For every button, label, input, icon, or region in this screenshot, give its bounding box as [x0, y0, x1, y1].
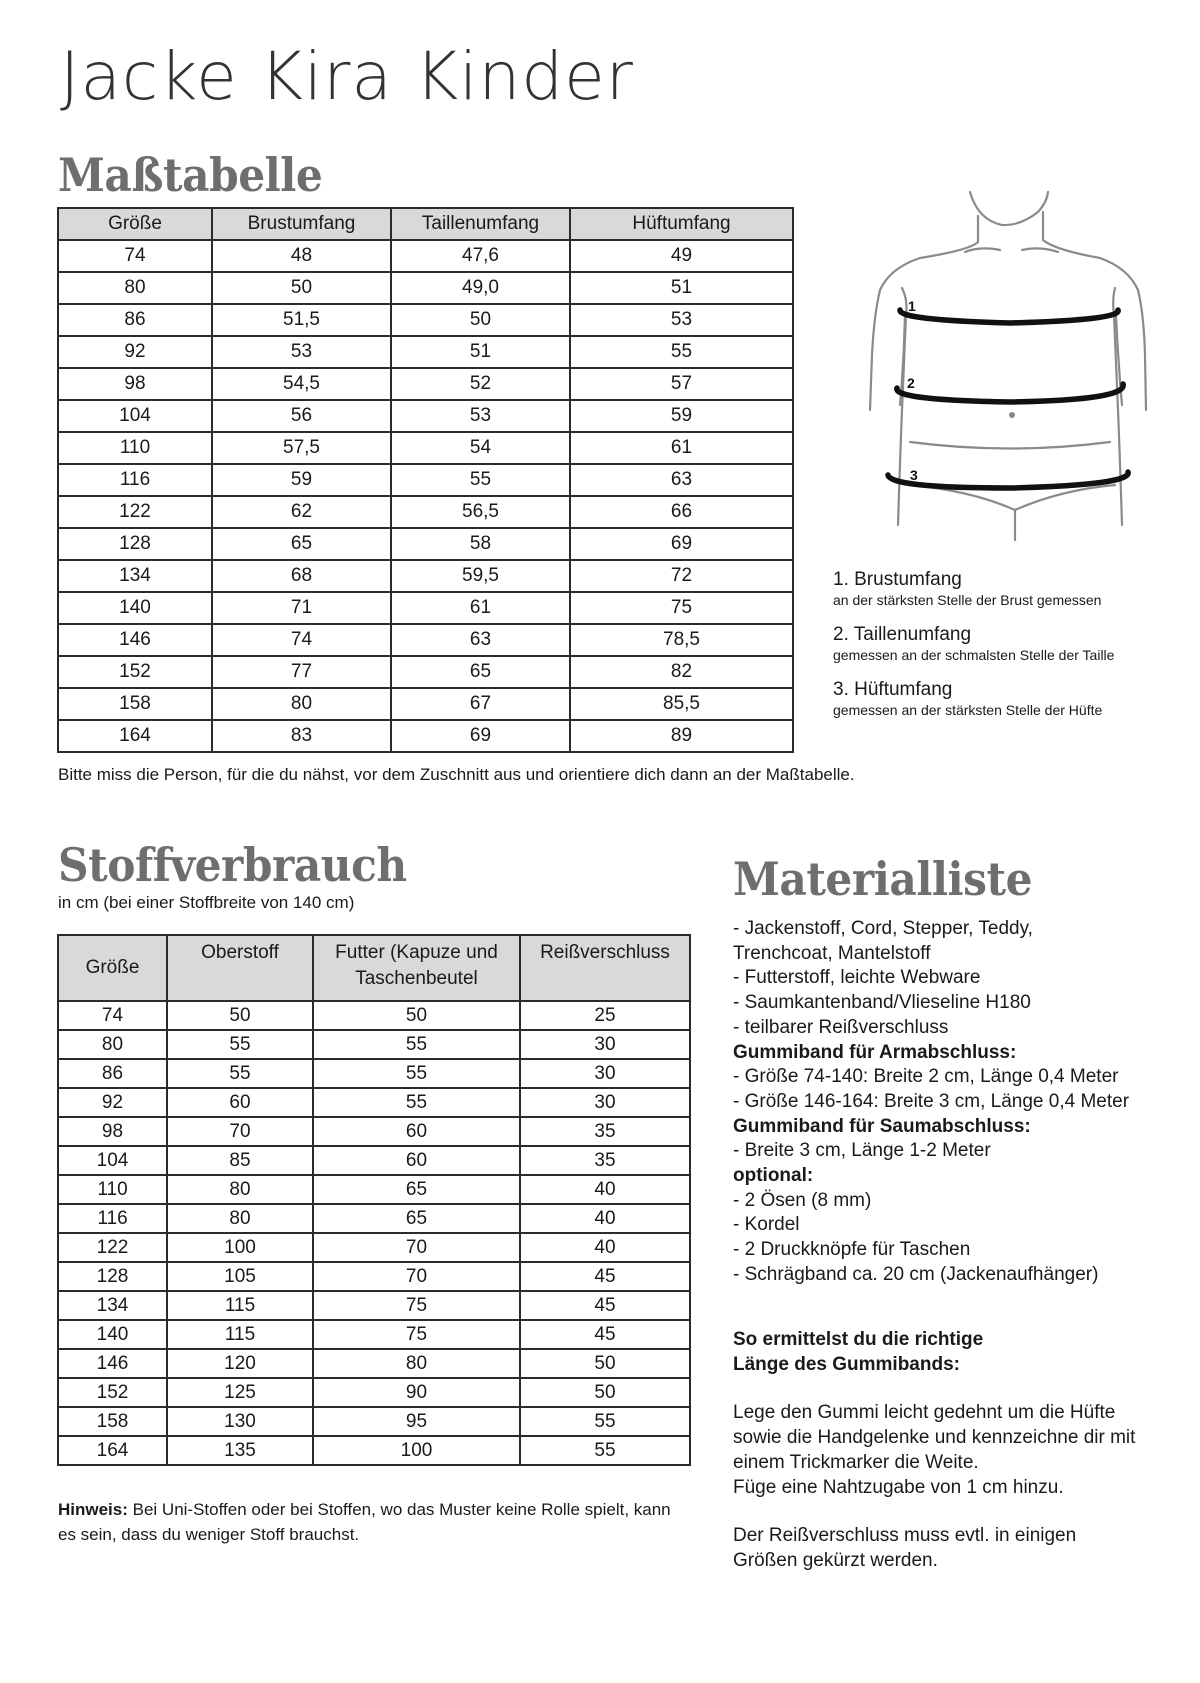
materials-item: Trenchcoat, Mantelstoff [733, 942, 931, 964]
table-cell: 146 [58, 624, 212, 656]
table-cell: 80 [58, 1030, 167, 1059]
column-header: Futter (Kapuze und Taschenbeutel [313, 935, 520, 1001]
table-cell: 158 [58, 688, 212, 720]
table-cell: 85,5 [570, 688, 793, 720]
table-row [58, 1117, 690, 1146]
table-cell: 47,6 [391, 240, 570, 272]
table-cell: 49,0 [391, 272, 570, 304]
table-cell: 72 [570, 560, 793, 592]
table-row [58, 464, 793, 496]
table-cell: 58 [391, 528, 570, 560]
table-cell: 158 [58, 1407, 167, 1436]
table-row [58, 656, 793, 688]
table-row [58, 368, 793, 400]
table-cell: 95 [313, 1407, 520, 1436]
materials-item: - Breite 3 cm, Länge 1-2 Meter [733, 1140, 991, 1162]
table-cell: 50 [167, 1001, 313, 1030]
column-header: Reißverschluss [520, 935, 690, 1001]
table-cell: 59,5 [391, 560, 570, 592]
table-row [58, 1262, 690, 1291]
table-cell: 80 [167, 1204, 313, 1233]
table-cell: 45 [520, 1320, 690, 1349]
table-row [58, 1204, 690, 1233]
table-cell: 134 [58, 1291, 167, 1320]
table-row [58, 560, 793, 592]
table-header-row [58, 208, 793, 240]
table-cell: 105 [167, 1262, 313, 1291]
table-cell: 55 [313, 1088, 520, 1117]
hint-text: Bei Uni-Stoffen oder bei Stoffen, wo das Muster keine Rolle spielt, kann es sein, dass du weniger Stoff brauchst. [58, 1500, 671, 1544]
table-cell: 54,5 [212, 368, 391, 400]
materials-subheading: Gummiband für Saumabschluss: [733, 1115, 1031, 1137]
table-cell: 90 [313, 1378, 520, 1407]
measurement-table [57, 207, 794, 753]
fabric-table [57, 934, 691, 1466]
materials-item: - 2 Druckknöpfe für Taschen [733, 1239, 971, 1261]
howto-heading: So ermittelst du die richtige [733, 1329, 984, 1350]
measurement-legend [833, 568, 1114, 733]
measurement-note: Bitte miss die Person, für die du nähst, vor dem Zuschnitt aus und orientiere dich dann an der Maßtabelle. [58, 765, 855, 784]
table-cell: 51 [391, 336, 570, 368]
zipper-line: Der Reißverschluss muss evtl. in einigen [733, 1525, 1077, 1547]
table-cell: 135 [167, 1436, 313, 1465]
materials-item: - Kordel [733, 1214, 800, 1236]
table-row [58, 1088, 690, 1117]
table-cell: 98 [58, 1117, 167, 1146]
table-row [58, 1233, 690, 1262]
materials-item: - Größe 74-140: Breite 2 cm, Länge 0,4 Meter [733, 1066, 1119, 1088]
table-cell: 55 [167, 1030, 313, 1059]
table-cell: 67 [391, 688, 570, 720]
table-cell: 74 [212, 624, 391, 656]
table-cell: 25 [520, 1001, 690, 1030]
table-cell: 110 [58, 432, 212, 464]
table-row [58, 1407, 690, 1436]
table-cell: 55 [520, 1436, 690, 1465]
hint-label: Hinweis: [58, 1500, 128, 1519]
table-cell: 74 [58, 1001, 167, 1030]
body-measurement-figure [860, 180, 1160, 560]
table-row [58, 624, 793, 656]
elastic-howto [733, 1328, 1193, 1574]
table-row [58, 1320, 690, 1349]
table-cell: 40 [520, 1204, 690, 1233]
table-cell: 128 [58, 1262, 167, 1291]
table-row [58, 688, 793, 720]
howto-line: sowie die Handgelenke und kennzeichne dir mit [733, 1427, 1136, 1449]
table-row [58, 592, 793, 624]
materials-item: - Futterstoff, leichte Webware [733, 967, 981, 989]
table-header-row [58, 935, 690, 1001]
howto-line: Füge eine Nahtzugabe von 1 cm hinzu. [733, 1476, 1064, 1498]
materials-item: - Größe 146-164: Breite 3 cm, Länge 0,4 Meter [733, 1090, 1130, 1112]
table-row [58, 1349, 690, 1378]
marker-label: 2 [907, 375, 915, 391]
table-cell: 70 [313, 1233, 520, 1262]
table-cell: 130 [167, 1407, 313, 1436]
table-cell: 77 [212, 656, 391, 688]
howto-line: einem Trickmarker die Weite. [733, 1451, 979, 1473]
table-cell: 116 [58, 1204, 167, 1233]
table-cell: 70 [167, 1117, 313, 1146]
table-cell: 50 [520, 1378, 690, 1407]
table-cell: 122 [58, 1233, 167, 1262]
table-cell: 50 [391, 304, 570, 336]
column-header: Taillenumfang [391, 208, 570, 240]
table-cell: 40 [520, 1175, 690, 1204]
measurement-heading: Maßtabelle [58, 148, 323, 202]
table-row [58, 496, 793, 528]
materials-subheading: optional: [733, 1165, 814, 1187]
table-cell: 104 [58, 400, 212, 432]
table-cell: 125 [167, 1378, 313, 1407]
table-row [58, 304, 793, 336]
table-cell: 92 [58, 1088, 167, 1117]
table-cell: 85 [167, 1146, 313, 1175]
table-row [58, 1001, 690, 1030]
table-row [58, 1175, 690, 1204]
table-cell: 66 [570, 496, 793, 528]
legend-item-chest: 1. Brustumfang an der stärksten Stelle der Brust gemessen [833, 569, 1102, 608]
table-cell: 78,5 [570, 624, 793, 656]
table-cell: 75 [313, 1320, 520, 1349]
table-cell: 61 [570, 432, 793, 464]
howto-text [733, 1401, 1193, 1500]
table-cell: 59 [570, 400, 793, 432]
table-cell: 75 [313, 1291, 520, 1320]
table-cell: 69 [391, 720, 570, 752]
torso-outline-icon [860, 180, 1160, 560]
table-cell: 57,5 [212, 432, 391, 464]
table-cell: 55 [570, 336, 793, 368]
table-cell: 55 [167, 1059, 313, 1088]
column-header: Größe [58, 935, 167, 1001]
table-cell: 30 [520, 1088, 690, 1117]
column-header: Hüftumfang [570, 208, 793, 240]
table-cell: 86 [58, 304, 212, 336]
table-cell: 57 [570, 368, 793, 400]
table-cell: 140 [58, 1320, 167, 1349]
table-cell: 45 [520, 1291, 690, 1320]
column-header: Größe [58, 208, 212, 240]
table-cell: 122 [58, 496, 212, 528]
table-cell: 61 [391, 592, 570, 624]
table-cell: 65 [212, 528, 391, 560]
table-cell: 74 [58, 240, 212, 272]
table-cell: 50 [313, 1001, 520, 1030]
materials-item: - 2 Ösen (8 mm) [733, 1189, 872, 1211]
table-cell: 120 [167, 1349, 313, 1378]
table-cell: 110 [58, 1175, 167, 1204]
fabric-heading: Stoffverbrauch [58, 838, 407, 892]
table-cell: 65 [391, 656, 570, 688]
table-cell: 80 [58, 272, 212, 304]
table-cell: 53 [391, 400, 570, 432]
materials-item: - teilbarer Reißverschluss [733, 1016, 949, 1038]
table-row [58, 432, 793, 464]
table-row [58, 240, 793, 272]
table-cell: 55 [520, 1407, 690, 1436]
table-cell: 56,5 [391, 496, 570, 528]
table-cell: 65 [313, 1204, 520, 1233]
table-cell: 69 [570, 528, 793, 560]
materials-item: - Jackenstoff, Cord, Stepper, Teddy, [733, 918, 1033, 939]
table-row [58, 1146, 690, 1175]
table-cell: 82 [570, 656, 793, 688]
table-cell: 40 [520, 1233, 690, 1262]
table-cell: 63 [570, 464, 793, 496]
table-cell: 55 [313, 1030, 520, 1059]
materials-list [733, 917, 1193, 1288]
table-cell: 59 [212, 464, 391, 496]
table-cell: 98 [58, 368, 212, 400]
zipper-note [733, 1524, 1193, 1573]
materials-item: - Saumkantenband/Vlieseline H180 [733, 992, 1031, 1014]
legend-item-waist: 2. Taillenumfang gemessen an der schmalsten Stelle der Taille [833, 624, 1115, 663]
table-cell: 55 [391, 464, 570, 496]
table-cell: 83 [212, 720, 391, 752]
table-cell: 63 [391, 624, 570, 656]
table-row [58, 272, 793, 304]
marker-label: 1 [908, 298, 916, 314]
table-cell: 60 [313, 1146, 520, 1175]
table-cell: 30 [520, 1059, 690, 1088]
table-cell: 68 [212, 560, 391, 592]
table-cell: 71 [212, 592, 391, 624]
table-cell: 50 [520, 1349, 690, 1378]
materials-item: - Schrägband ca. 20 cm (Jackenaufhänger) [733, 1263, 1099, 1285]
table-row [58, 400, 793, 432]
table-cell: 53 [570, 304, 793, 336]
column-header: Brustumfang [212, 208, 391, 240]
table-cell: 55 [313, 1059, 520, 1088]
table-cell: 89 [570, 720, 793, 752]
table-cell: 52 [391, 368, 570, 400]
table-cell: 48 [212, 240, 391, 272]
materials-heading: Materialliste [733, 852, 1033, 906]
table-cell: 56 [212, 400, 391, 432]
table-cell: 65 [313, 1175, 520, 1204]
table-cell: 134 [58, 560, 212, 592]
zipper-line: Größen gekürzt werden. [733, 1549, 938, 1571]
table-cell: 49 [570, 240, 793, 272]
table-row [58, 1059, 690, 1088]
materials-subheading: Gummiband für Armabschluss: [733, 1041, 1017, 1063]
document-title: Jacke Kira Kinder [60, 38, 634, 115]
table-cell: 80 [167, 1175, 313, 1204]
table-cell: 35 [520, 1117, 690, 1146]
table-row [58, 528, 793, 560]
table-row [58, 720, 793, 752]
table-cell: 92 [58, 336, 212, 368]
table-cell: 164 [58, 720, 212, 752]
table-row [58, 1378, 690, 1407]
howto-heading: Länge des Gummibands: [733, 1353, 960, 1375]
table-cell: 54 [391, 432, 570, 464]
legend-item-hip: 3. Hüftumfang gemessen an der stärksten Stelle der Hüfte [833, 679, 1103, 718]
table-cell: 35 [520, 1146, 690, 1175]
table-row [58, 336, 793, 368]
table-cell: 152 [58, 656, 212, 688]
table-cell: 62 [212, 496, 391, 528]
table-cell: 51 [570, 272, 793, 304]
table-cell: 115 [167, 1291, 313, 1320]
column-header: Oberstoff [167, 935, 313, 1001]
table-cell: 75 [570, 592, 793, 624]
table-cell: 80 [212, 688, 391, 720]
table-cell: 100 [167, 1233, 313, 1262]
fabric-subtitle: in cm (bei einer Stoffbreite von 140 cm) [58, 893, 355, 912]
table-cell: 60 [313, 1117, 520, 1146]
table-cell: 80 [313, 1349, 520, 1378]
table-cell: 116 [58, 464, 212, 496]
table-cell: 70 [313, 1262, 520, 1291]
table-cell: 50 [212, 272, 391, 304]
howto-line: Lege den Gummi leicht gedehnt um die Hüfte [733, 1402, 1116, 1424]
table-cell: 86 [58, 1059, 167, 1088]
table-cell: 51,5 [212, 304, 391, 336]
table-row [58, 1030, 690, 1059]
table-row [58, 1436, 690, 1465]
table-cell: 164 [58, 1436, 167, 1465]
table-cell: 104 [58, 1146, 167, 1175]
fabric-hint [58, 1497, 678, 1547]
table-cell: 100 [313, 1436, 520, 1465]
table-cell: 152 [58, 1378, 167, 1407]
marker-label: 3 [910, 467, 918, 483]
table-cell: 53 [212, 336, 391, 368]
table-cell: 45 [520, 1262, 690, 1291]
table-row [58, 1291, 690, 1320]
table-cell: 140 [58, 592, 212, 624]
table-cell: 115 [167, 1320, 313, 1349]
table-cell: 128 [58, 528, 212, 560]
table-cell: 146 [58, 1349, 167, 1378]
table-cell: 30 [520, 1030, 690, 1059]
table-cell: 60 [167, 1088, 313, 1117]
